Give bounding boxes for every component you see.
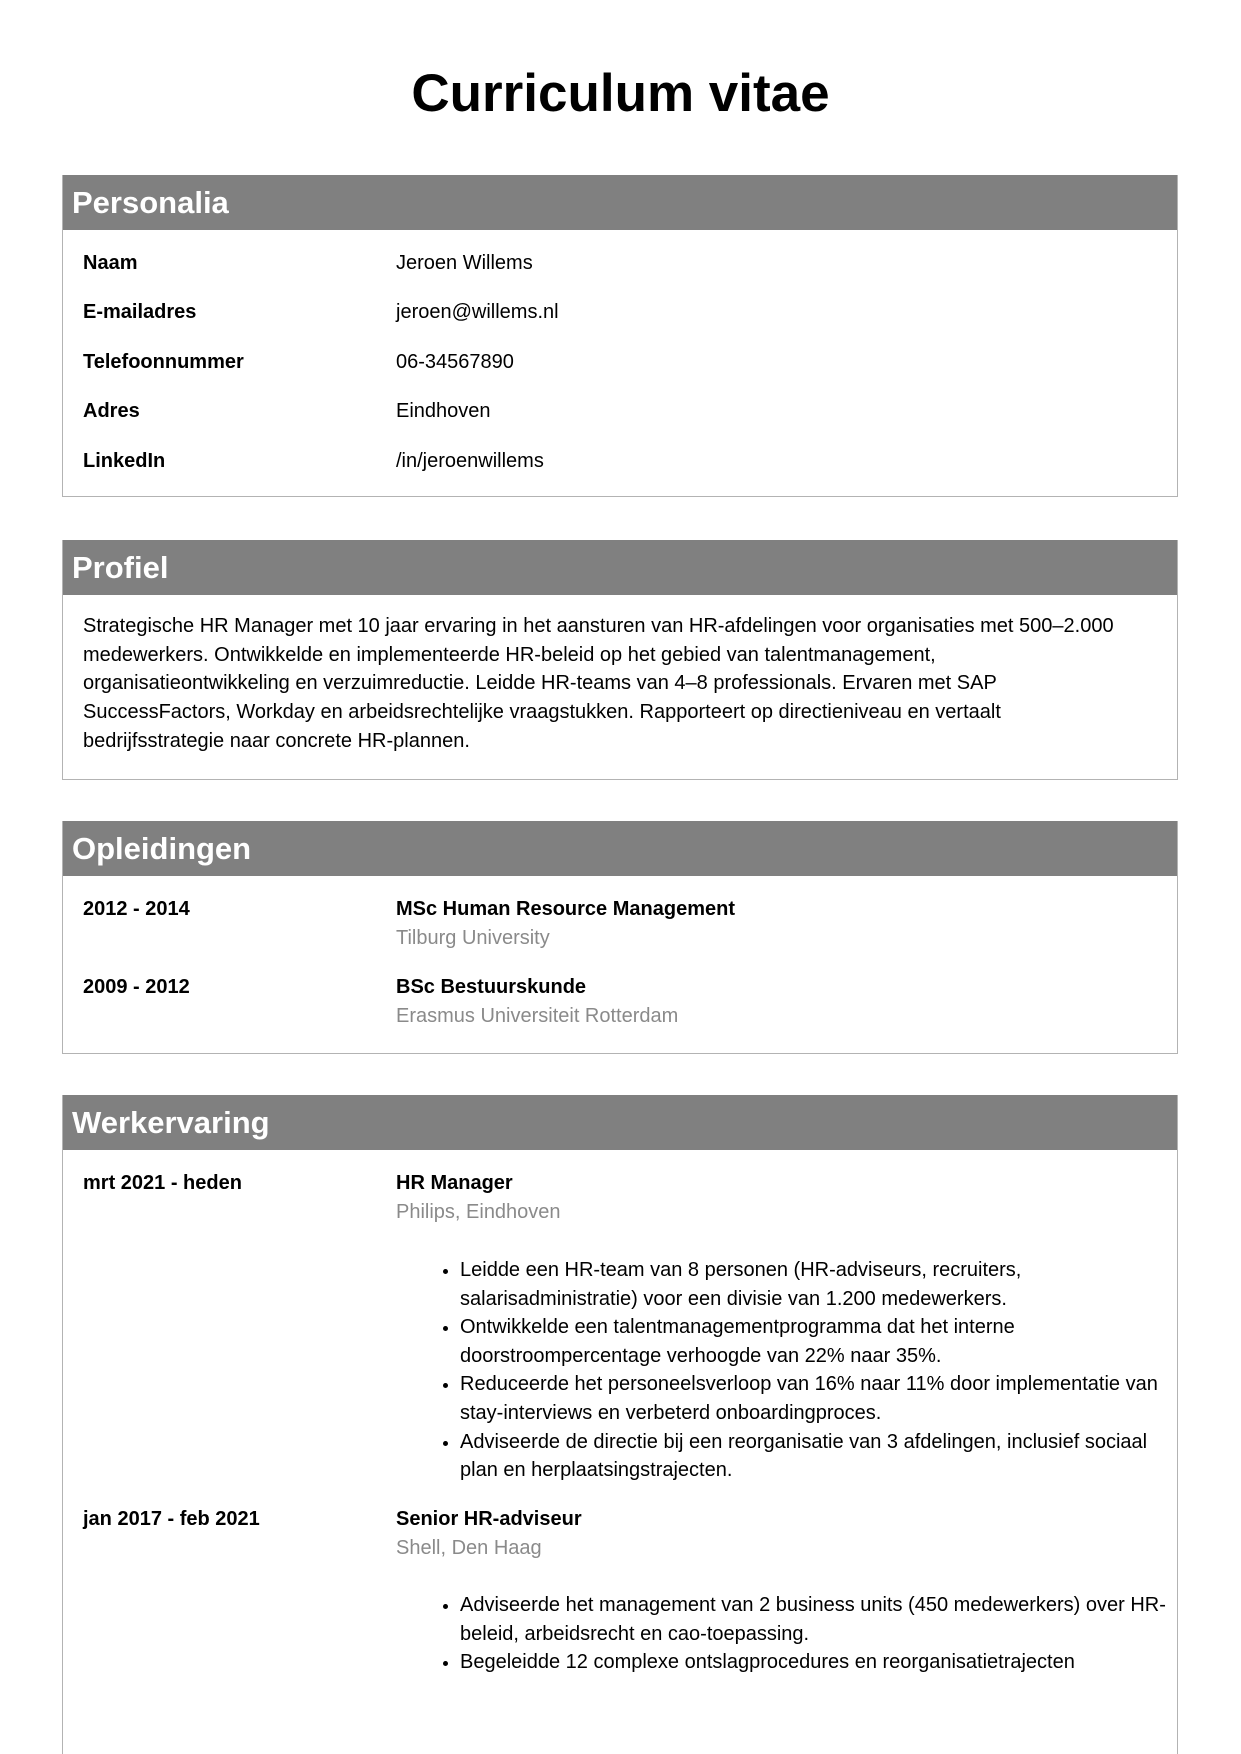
- werkervaring-title: HR Manager: [396, 1172, 513, 1194]
- page-title: Curriculum vitae: [411, 64, 830, 123]
- list-item: • Leidde een HR-team van 8 personen (HR-adviseurs, recruiters, salarisadministratie) voor een divisie van 1.200 medewerkers.: [460, 1256, 1167, 1313]
- profiel-section: [62, 540, 1178, 780]
- value-telefoon: 06-34567890: [396, 351, 514, 373]
- opleiding-period: 2009 - 2012: [83, 976, 190, 998]
- profiel-heading: Profiel: [62, 540, 1178, 595]
- opleiding-title: BSc Bestuurskunde: [396, 976, 587, 998]
- label-adres: Adres: [83, 400, 140, 422]
- opleiding-period: 2012 - 2014: [83, 898, 190, 920]
- profiel-text: Strategische HR Manager met 10 jaar ervaring in het aansturen van HR-afdelingen voor organisaties met 500–2.000 medewerkers. Ontwikkelde en implementeerde HR-beleid op het gebied van talentmanagement, organisatieontwikkeling en verzuimreductie. Leidde HR-teams van 4–8 professionals. Ervaren met SAP SuccessFactors, Workday en arbeidsrechtelijke vraagstukken. Rapporteert op directieniveau en vertaalt bedrijfsstrategie naar concrete HR-plannen.: [83, 615, 1114, 752]
- opleiding-institution: Erasmus Universiteit Rotterdam: [396, 1005, 679, 1027]
- werkervaring-heading: Werkervaring: [62, 1095, 1178, 1150]
- werkervaring-period: mrt 2021 - heden: [83, 1172, 242, 1194]
- werkervaring-bullets: [418, 1256, 1167, 1485]
- value-naam: Jeroen Willems: [396, 252, 533, 274]
- werkervaring-period: jan 2017 - feb 2021: [83, 1508, 260, 1530]
- label-linkedin: LinkedIn: [83, 450, 166, 472]
- werkervaring-title: Senior HR-adviseur: [396, 1508, 582, 1530]
- value-adres: Eindhoven: [396, 400, 491, 422]
- opleiding-institution: Tilburg University: [396, 927, 550, 949]
- opleidingen-heading: Opleidingen: [62, 821, 1178, 876]
- list-item: • Adviseerde de directie bij een reorganisatie van 3 afdelingen, inclusief sociaal plan en herplaatsingstrajecten.: [460, 1428, 1167, 1485]
- personalia-section: [62, 175, 1178, 497]
- label-naam: Naam: [83, 252, 138, 274]
- opleidingen-section: [62, 821, 1178, 1054]
- label-email: E-mailadres: [83, 301, 197, 323]
- list-item: • Adviseerde het management van 2 business units (450 medewerkers) over HR-beleid, arbeidsrecht en cao-toepassing.: [460, 1591, 1167, 1648]
- list-item: • Begeleidde 12 complexe ontslagprocedures en reorganisatietrajecten: [460, 1648, 1167, 1677]
- list-item: • Reduceerde het personeelsverloop van 16% naar 11% door implementatie van stay-interviews en verbeterd onboardingproces.: [460, 1370, 1167, 1427]
- werkervaring-bullets: [418, 1591, 1167, 1677]
- list-item: • Ontwikkelde een talentmanagementprogramma dat het interne doorstroompercentage verhoogde van 22% naar 35%.: [460, 1313, 1167, 1370]
- personalia-heading: Personalia: [62, 175, 1178, 230]
- value-linkedin: /in/jeroenwillems: [396, 450, 544, 472]
- werkervaring-company: Shell, Den Haag: [396, 1537, 542, 1559]
- label-telefoon: Telefoonnummer: [83, 351, 244, 373]
- opleiding-title: MSc Human Resource Management: [396, 898, 735, 920]
- value-email: jeroen@willems.nl: [396, 301, 559, 323]
- werkervaring-section: [62, 1095, 1178, 1754]
- werkervaring-company: Philips, Eindhoven: [396, 1201, 561, 1223]
